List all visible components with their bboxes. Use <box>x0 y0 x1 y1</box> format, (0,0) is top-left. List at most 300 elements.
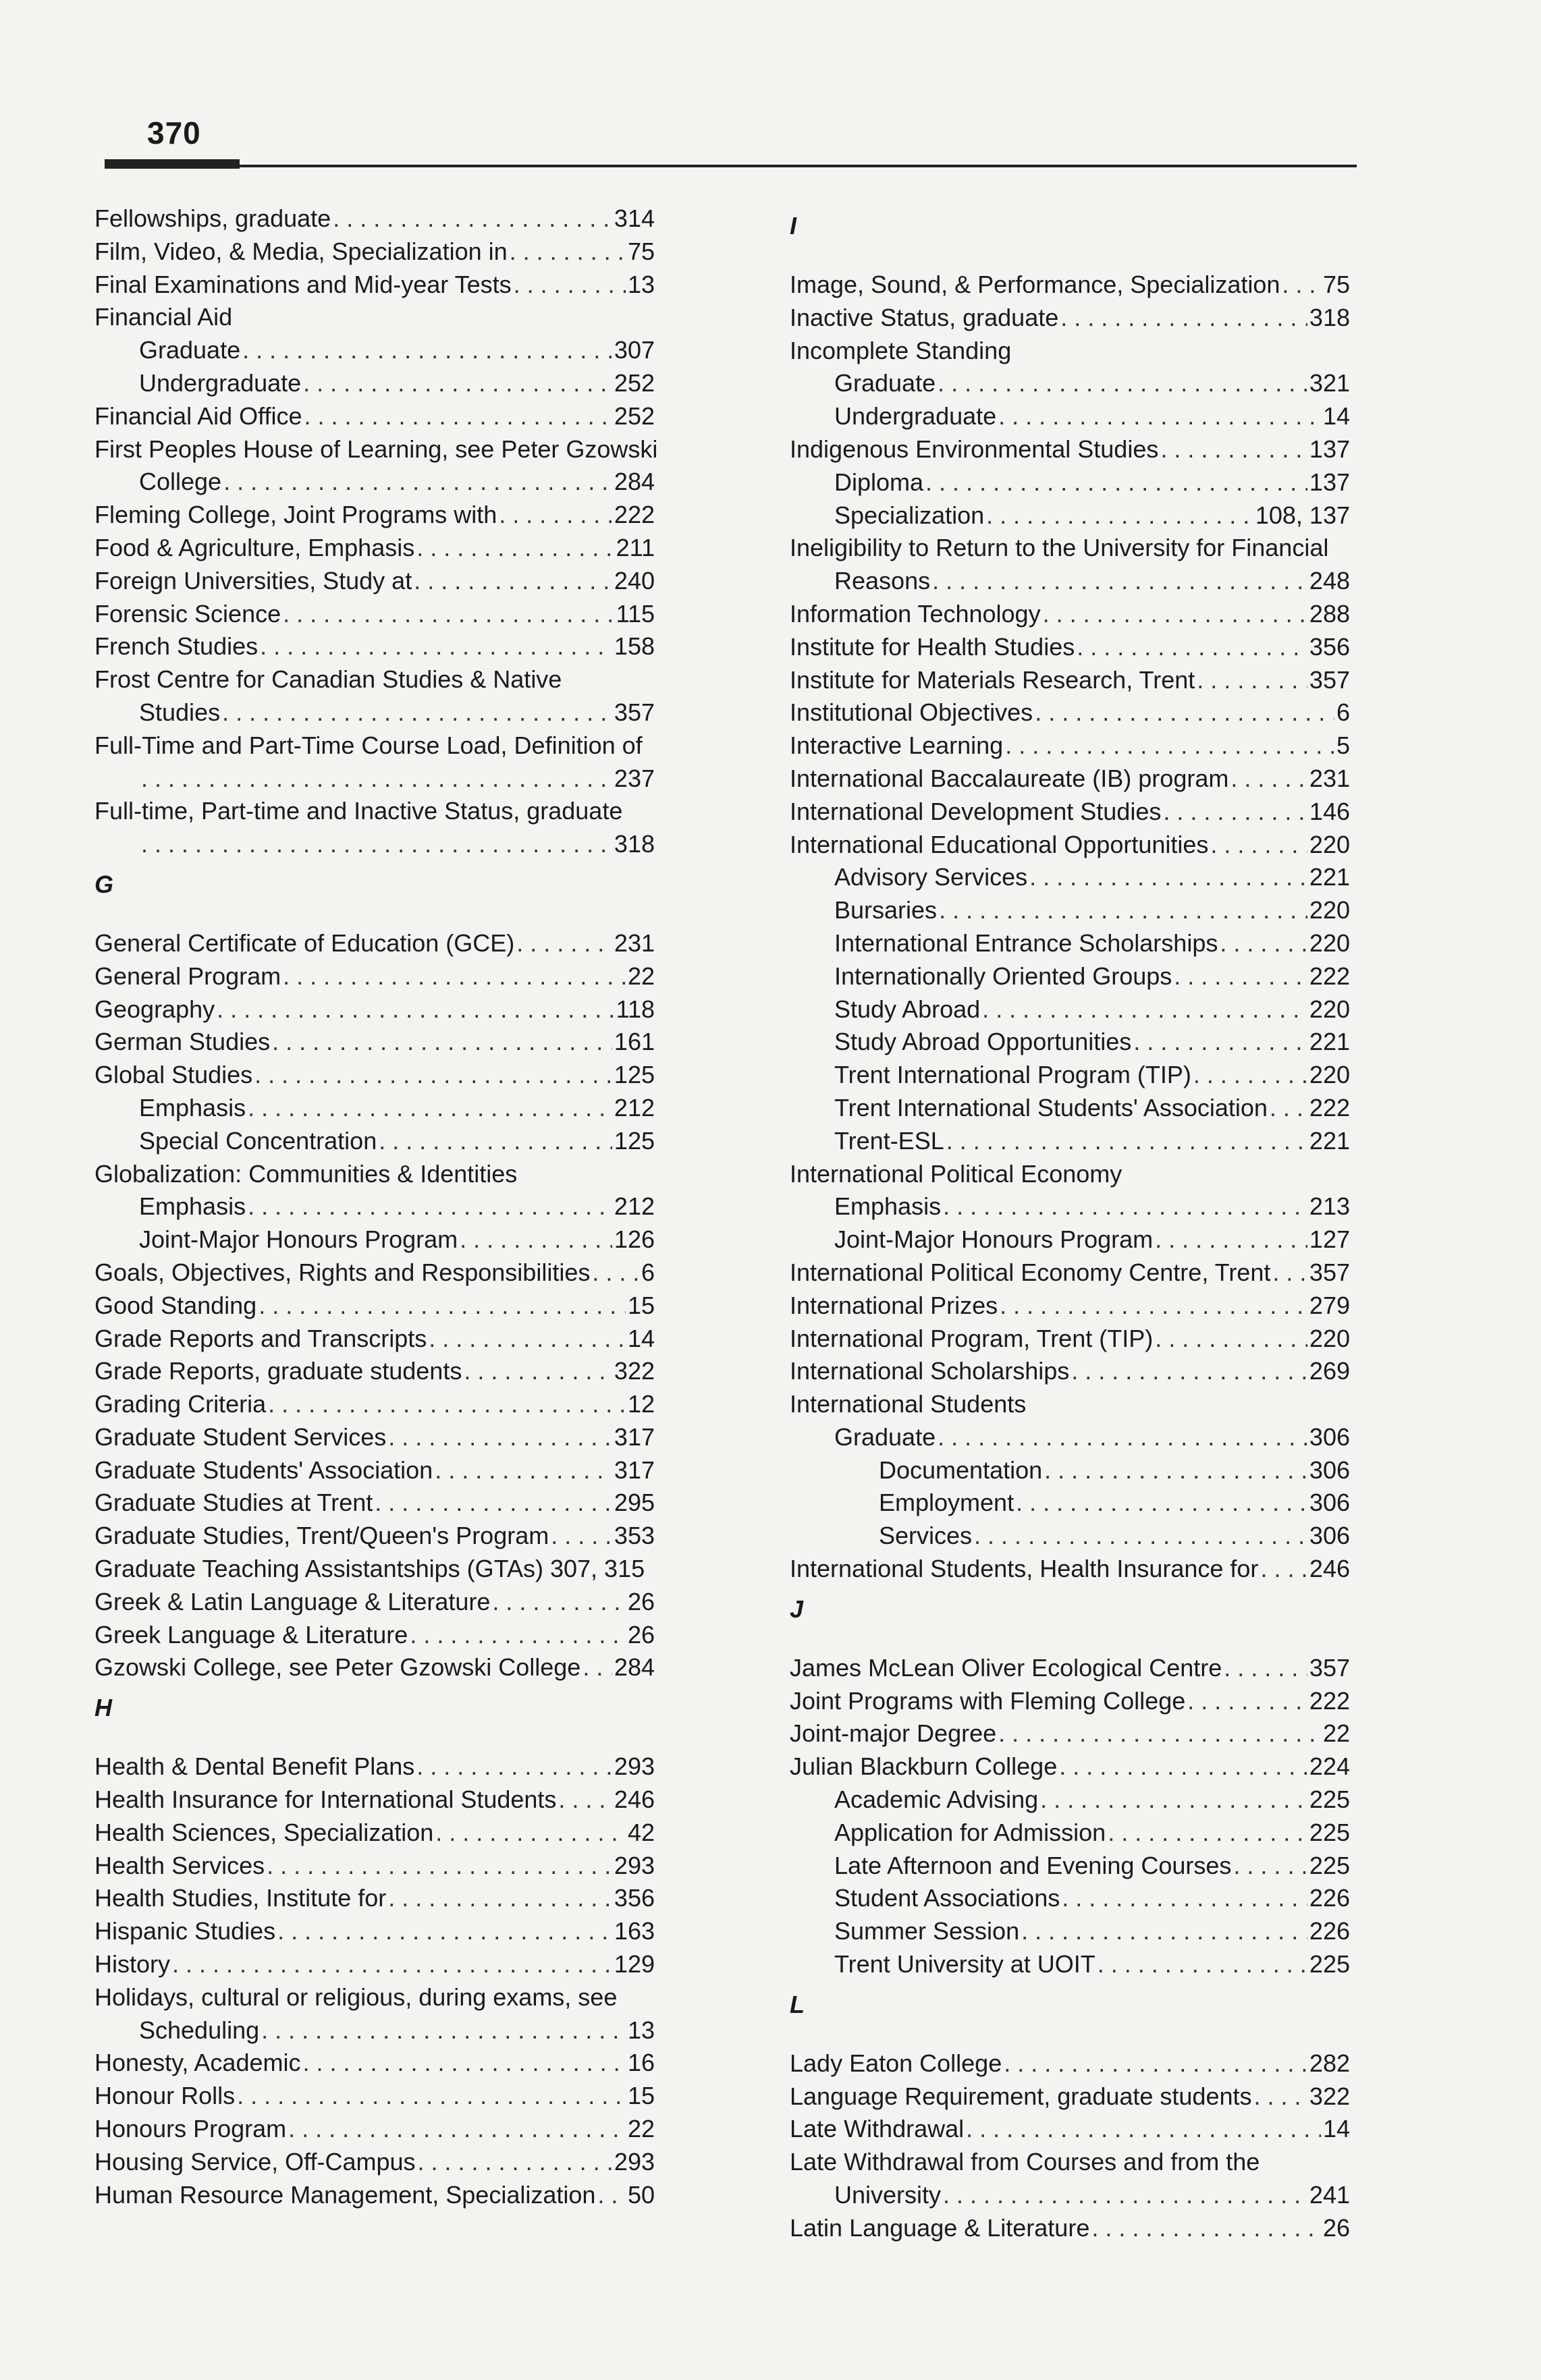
entry-page-numbers: 357 <box>614 698 655 726</box>
dot-leader <box>222 696 612 729</box>
dot-leader <box>1043 598 1307 631</box>
entry-term: International Scholarships <box>790 1357 1070 1385</box>
index-entry <box>94 1586 655 1619</box>
index-entry <box>94 1092 655 1125</box>
entry-page-numbers: 118 <box>616 995 655 1023</box>
entry-page-numbers: 115 <box>616 599 655 628</box>
index-entry <box>94 2047 655 2080</box>
entry-term: Late Afternoon and Evening Courses <box>834 1851 1232 1879</box>
index-entry <box>94 236 655 269</box>
entry-term: Graduate <box>834 1422 936 1451</box>
dot-leader <box>982 993 1307 1026</box>
index-entry <box>94 1619 655 1652</box>
entry-term: Special Concentration <box>139 1126 377 1155</box>
entry-page-numbers: 322 <box>614 1357 655 1385</box>
entry-page-numbers: 14 <box>1322 402 1350 431</box>
dot-leader <box>1059 1750 1307 1783</box>
index-heading: Late Withdrawal from Courses and from the <box>790 2148 1260 2176</box>
dot-leader <box>303 367 612 400</box>
index-entry <box>790 1652 1350 1685</box>
dot-leader <box>1035 696 1334 729</box>
entry-page-numbers: 357 <box>1309 1653 1350 1682</box>
entry-page-numbers: 306 <box>1309 1522 1350 1550</box>
entry-page-numbers: 161 <box>614 1028 655 1056</box>
section-letter: G <box>94 870 114 898</box>
dot-leader <box>272 1026 612 1059</box>
index-column-right <box>790 202 1350 2245</box>
entry-term: General Certificate of Education (GCE) <box>94 929 515 957</box>
dot-leader <box>254 1059 612 1092</box>
entry-term: International Entrance Scholarships <box>834 929 1218 957</box>
entry-term: International Political Economy Centre, Trent <box>790 1258 1271 1286</box>
index-entry <box>790 1685 1350 1718</box>
dot-leader <box>925 466 1307 499</box>
entry-term: Institute for Health Studies <box>790 632 1075 661</box>
entry-page-numbers: 322 <box>1309 2082 1350 2110</box>
index-entry <box>790 1026 1350 1059</box>
entry-term: Language Requirement, graduate students <box>790 2082 1252 2110</box>
index-entry <box>94 1750 655 1783</box>
index-entry <box>94 202 655 236</box>
entry-page-numbers: 282 <box>1309 2049 1350 2077</box>
index-entry <box>94 2080 655 2113</box>
entry-term: Hispanic Studies <box>94 1917 276 1945</box>
dot-leader <box>260 630 612 663</box>
entry-page-numbers: 158 <box>614 632 655 661</box>
index-entry <box>94 1850 655 1883</box>
dot-leader <box>932 565 1307 598</box>
index-entry <box>790 1256 1350 1290</box>
dot-leader <box>1029 861 1307 894</box>
index-heading: Incomplete Standing <box>790 336 1012 364</box>
dot-leader <box>267 1850 612 1883</box>
entry-term: Julian Blackburn College <box>790 1752 1058 1781</box>
entry-page-numbers: 126 <box>614 1225 655 1254</box>
index-entry <box>790 1323 1350 1356</box>
entry-page-numbers: 221 <box>1309 863 1350 891</box>
index-entry <box>94 1454 655 1487</box>
dot-leader <box>248 1190 612 1223</box>
entry-term: Grade Reports and Transcripts <box>94 1324 427 1352</box>
entry-page-numbers: 241 <box>1309 2181 1350 2209</box>
index-entry <box>94 1783 655 1817</box>
entry-page-numbers: 224 <box>1309 1752 1350 1781</box>
index-heading: Full-time, Part-time and Inactive Status, graduate <box>94 797 623 825</box>
entry-term: Latin Language & Literature <box>790 2213 1090 2242</box>
entry-term: Health Insurance for International Students <box>94 1786 557 1814</box>
dot-leader <box>223 466 612 499</box>
index-entry <box>790 1355 1350 1388</box>
index-entry <box>94 1817 655 1850</box>
index-entry <box>94 1125 655 1158</box>
index-entry <box>790 1817 1350 1850</box>
entry-term: Graduate <box>834 369 936 397</box>
entry-page-numbers: 220 <box>1309 830 1350 858</box>
index-entry <box>790 466 1350 499</box>
dot-leader <box>1021 1915 1307 1948</box>
dot-leader <box>259 1290 626 1323</box>
entry-page-numbers: 269 <box>1309 1357 1350 1385</box>
entry-page-numbers: 220 <box>1309 1324 1350 1352</box>
entry-page-numbers: 13 <box>627 2016 655 2044</box>
entry-page-numbers: 357 <box>1309 665 1350 694</box>
dot-leader <box>277 1915 612 1948</box>
entry-term: International Development Studies <box>790 797 1162 825</box>
dot-leader <box>499 499 612 532</box>
index-entry <box>94 598 655 631</box>
entry-page-numbers: 222 <box>614 501 655 529</box>
entry-term: Housing Service, Off-Campus <box>94 2147 416 2176</box>
entry-page-numbers: 220 <box>1309 995 1350 1023</box>
dot-leader <box>416 532 614 565</box>
entry-page-numbers: 246 <box>614 1786 655 1814</box>
entry-page-numbers: 293 <box>614 1752 655 1781</box>
dot-leader <box>304 400 612 433</box>
dot-leader <box>464 1355 612 1388</box>
entry-term: Employment <box>879 1489 1015 1517</box>
entry-page-numbers: 220 <box>1309 896 1350 924</box>
entry-page-numbers: 22 <box>627 2115 655 2143</box>
dot-leader <box>943 2179 1307 2212</box>
index-entry <box>790 565 1350 598</box>
index-entry <box>790 433 1350 466</box>
entry-term: Final Examinations and Mid-year Tests <box>94 270 512 298</box>
entry-page-numbers: 288 <box>1309 599 1350 628</box>
entry-page-numbers: 6 <box>1336 698 1350 727</box>
entry-term: Greek Language & Literature <box>94 1620 408 1649</box>
entry-page-numbers: 163 <box>614 1917 655 1945</box>
entry-term: Honours Program <box>94 2115 287 2143</box>
entry-term: Information Technology <box>790 599 1041 628</box>
index-entry <box>94 1882 655 1915</box>
index-entry <box>790 499 1350 532</box>
entry-page-numbers: 26 <box>1322 2213 1350 2242</box>
entry-term: Grading Criteria <box>94 1390 267 1418</box>
entry-page-numbers: 213 <box>1309 1192 1350 1221</box>
entry-page-numbers: 137 <box>1309 468 1350 496</box>
dot-leader <box>237 2080 626 2113</box>
entry-term: Trent University at UOIT <box>834 1950 1096 1978</box>
entry-page-numbers: 221 <box>1309 1126 1350 1155</box>
entry-term: Geography <box>94 995 215 1023</box>
section-letter: J <box>790 1595 804 1623</box>
dot-leader <box>1091 2212 1321 2245</box>
dot-leader <box>141 828 612 861</box>
index-entry <box>94 1487 655 1520</box>
entry-page-numbers: 226 <box>1309 1917 1350 1945</box>
entry-term: Services <box>879 1522 973 1550</box>
entry-term: Institute for Materials Research, Trent <box>790 665 1195 694</box>
entry-page-numbers: 212 <box>614 1093 655 1122</box>
dot-leader <box>1060 302 1307 335</box>
dot-leader <box>1187 1685 1307 1718</box>
entry-page-numbers: 75 <box>627 237 655 265</box>
entry-term: Documentation <box>879 1456 1043 1484</box>
index-entry <box>790 2047 1350 2080</box>
dot-leader <box>1193 1059 1307 1092</box>
section-letter: L <box>790 1990 805 2018</box>
entry-term: Health Sciences, Specialization <box>94 1818 434 1846</box>
index-heading: Financial Aid <box>94 303 233 331</box>
index-entry <box>790 960 1350 993</box>
dot-leader <box>414 565 612 598</box>
entry-term: Joint-major Degree <box>790 1719 997 1748</box>
entry-page-numbers: 14 <box>627 1324 655 1352</box>
entry-term: Joint Programs with Fleming College <box>790 1686 1186 1715</box>
entry-term: Undergraduate <box>834 402 997 431</box>
entry-page-numbers: 50 <box>627 2180 655 2209</box>
dot-leader <box>966 2113 1321 2146</box>
index-entry <box>790 1520 1350 1553</box>
index-entry <box>790 2212 1350 2245</box>
index-heading: Full-Time and Part-Time Course Load, Definition of <box>94 731 643 759</box>
entry-term: General Program <box>94 962 281 990</box>
entry-term: Interactive Learning <box>790 731 1004 760</box>
index-entry <box>94 927 655 960</box>
dot-leader <box>302 2047 625 2080</box>
entry-page-numbers: 226 <box>1309 1884 1350 1912</box>
entry-page-numbers: 252 <box>614 368 655 397</box>
entry-term: Application for Admission <box>834 1818 1106 1846</box>
index-entry <box>790 1223 1350 1256</box>
index-entry <box>94 1059 655 1092</box>
index-entry <box>94 1915 655 1948</box>
index-entry <box>790 796 1350 829</box>
dot-leader <box>1155 1223 1307 1256</box>
index-entry <box>790 927 1350 960</box>
header-rule-thick <box>105 159 240 169</box>
dot-leader <box>283 960 626 993</box>
entry-term: Trent-ESL <box>834 1126 944 1155</box>
entry-term: Graduate Student Services <box>94 1422 387 1451</box>
dot-leader <box>938 367 1307 400</box>
dot-leader <box>1133 1026 1307 1059</box>
dot-leader <box>217 993 614 1026</box>
dot-leader <box>388 1421 612 1454</box>
index-entry <box>790 696 1350 729</box>
entry-term: Institutional Objectives <box>790 698 1033 727</box>
index-entry <box>94 763 655 796</box>
entry-page-numbers: 22 <box>627 962 655 990</box>
entry-term: Reasons <box>834 567 931 595</box>
entry-page-numbers: 240 <box>614 566 655 594</box>
index-entry <box>94 367 655 400</box>
index-entry <box>94 334 655 367</box>
entry-page-numbers: 125 <box>614 1061 655 1089</box>
dot-leader <box>248 1092 612 1125</box>
index-entry <box>790 1915 1350 1948</box>
entry-page-numbers: 222 <box>1309 962 1350 990</box>
entry-term: Diploma <box>834 468 924 496</box>
entry-page-numbers: 211 <box>616 533 655 561</box>
dot-leader <box>141 763 612 796</box>
entry-page-numbers: 14 <box>1322 2115 1350 2143</box>
index-entry <box>94 499 655 532</box>
entry-term: Lady Eaton College <box>790 2049 1002 2077</box>
index-entry <box>94 1223 655 1256</box>
dot-leader <box>1000 1290 1307 1323</box>
entry-page-numbers: 222 <box>1309 1093 1350 1122</box>
entry-term: Film, Video, & Media, Specialization in <box>94 237 508 265</box>
entry-term: Grade Reports, graduate students <box>94 1357 462 1385</box>
entry-page-numbers: 225 <box>1309 1786 1350 1814</box>
entry-term: History <box>94 1950 171 1978</box>
index-entry <box>94 1256 655 1290</box>
dot-leader <box>597 2179 626 2212</box>
index-entry <box>790 1783 1350 1817</box>
dot-leader <box>558 1783 612 1817</box>
entry-page-numbers: 295 <box>614 1489 655 1517</box>
entry-term: Student Associations <box>834 1884 1060 1912</box>
entry-page-numbers: 5 <box>1336 731 1350 760</box>
dot-leader <box>268 1388 626 1421</box>
dot-leader <box>998 400 1321 433</box>
index-entry <box>790 1059 1350 1092</box>
index-entry <box>790 2113 1350 2146</box>
index-entry <box>790 1421 1350 1454</box>
dot-leader <box>418 2146 612 2179</box>
entry-page-numbers: 220 <box>1309 1061 1350 1089</box>
dot-leader <box>1155 1323 1307 1356</box>
entry-page-numbers: 306 <box>1309 1489 1350 1517</box>
index-entry <box>94 828 655 861</box>
dot-leader <box>1004 2047 1307 2080</box>
entry-term: Greek & Latin Language & Literature <box>94 1587 491 1615</box>
index-entry <box>790 1850 1350 1883</box>
index-entry <box>790 1454 1350 1487</box>
index-entry <box>94 532 655 565</box>
entry-term: Internationally Oriented Groups <box>834 962 1172 990</box>
index-entry <box>94 2179 655 2212</box>
entry-term: Image, Sound, & Performance, Specialization <box>790 271 1280 298</box>
entry-page-numbers: 108, 137 <box>1255 501 1350 529</box>
entry-term: Joint-Major Honours Program <box>139 1225 458 1254</box>
dot-leader <box>1108 1817 1307 1850</box>
index-entry <box>94 696 655 729</box>
index-entry <box>790 598 1350 631</box>
dot-leader <box>998 1717 1321 1750</box>
dot-leader <box>1233 1850 1307 1883</box>
entry-page-numbers: 306 <box>1309 1456 1350 1484</box>
index-entry <box>94 565 655 598</box>
entry-term: Gzowski College, see Peter Gzowski College <box>94 1653 581 1682</box>
dot-leader <box>435 1817 626 1850</box>
entry-page-numbers: 284 <box>614 468 655 496</box>
entry-term: Health & Dental Benefit Plans <box>94 1752 415 1781</box>
dot-leader <box>288 2113 626 2146</box>
dot-leader <box>974 1520 1307 1553</box>
entry-page-numbers: 307 <box>614 336 655 364</box>
index-entry <box>94 993 655 1026</box>
entry-term: Human Resource Management, Specialization <box>94 2180 596 2209</box>
index-entry <box>94 1948 655 1981</box>
index-entry <box>790 1190 1350 1223</box>
dot-leader <box>388 1882 612 1915</box>
entry-page-numbers: 22 <box>1322 1719 1350 1748</box>
index-entry <box>790 1717 1350 1750</box>
index-entry <box>790 631 1350 664</box>
index-entry <box>94 1290 655 1323</box>
entry-page-numbers: 314 <box>614 204 655 232</box>
entry-term: Health Services <box>94 1851 265 1879</box>
entry-page-numbers: 353 <box>614 1522 655 1550</box>
index-entry <box>790 302 1350 335</box>
index-entry <box>790 664 1350 697</box>
entry-term: International Educational Opportunities <box>790 830 1209 858</box>
dot-leader <box>1098 1948 1307 1981</box>
index-heading: International Students <box>790 1390 1027 1418</box>
entry-page-numbers: 16 <box>627 2049 655 2077</box>
entry-term: Studies <box>139 698 221 726</box>
dot-leader <box>375 1487 612 1520</box>
entry-term: Indigenous Environmental Studies <box>790 435 1159 463</box>
entry-page-numbers: 212 <box>614 1192 655 1221</box>
dot-leader <box>583 1651 612 1684</box>
dot-leader <box>429 1323 626 1356</box>
entry-term: Graduate Studies at Trent <box>94 1489 373 1517</box>
index-entry <box>790 2080 1350 2113</box>
entry-page-numbers: 26 <box>627 1620 655 1649</box>
dot-leader <box>460 1223 612 1256</box>
dot-leader <box>1062 1882 1307 1915</box>
entry-term: French Studies <box>94 632 259 661</box>
index-entry <box>94 400 655 433</box>
entry-page-numbers: 220 <box>1309 929 1350 957</box>
entry-term: Advisory Services <box>834 863 1028 891</box>
dot-leader <box>1260 1553 1307 1586</box>
dot-leader <box>592 1256 639 1290</box>
entry-page-numbers: 293 <box>614 2147 655 2176</box>
entry-term: Honesty, Academic <box>94 2049 301 2077</box>
entry-page-numbers: 13 <box>627 270 655 298</box>
entry-term: Good Standing <box>94 1291 257 1319</box>
dot-leader <box>283 598 614 631</box>
entry-page-numbers: 284 <box>614 1653 655 1682</box>
dot-leader <box>1077 631 1307 664</box>
entry-term: Fleming College, Joint Programs with <box>94 501 497 529</box>
entry-page-numbers: 125 <box>614 1126 655 1155</box>
index-entry <box>790 861 1350 894</box>
dot-leader <box>261 2014 626 2047</box>
index-entry <box>790 1750 1350 1783</box>
entry-page-numbers: 231 <box>614 929 655 957</box>
entry-page-numbers: 357 <box>1309 1258 1350 1286</box>
index-entry <box>790 829 1350 862</box>
entry-term: Graduate Studies, Trent/Queen's Program <box>94 1522 549 1550</box>
dot-leader <box>1071 1355 1307 1388</box>
index-heading: International Political Economy <box>790 1159 1123 1188</box>
index-entry <box>94 1190 655 1223</box>
dot-leader <box>1044 1454 1307 1487</box>
section-letter: I <box>790 212 797 240</box>
index-heading: First Peoples House of Learning, see Peter Gzowski <box>94 435 658 463</box>
dot-leader <box>1282 269 1321 302</box>
dot-leader <box>1272 1256 1307 1290</box>
entry-term: Scheduling <box>139 2016 260 2044</box>
index-entry <box>790 894 1350 927</box>
entry-term: University <box>834 2181 942 2209</box>
entry-page-numbers: 248 <box>1309 567 1350 595</box>
dot-leader <box>1016 1487 1307 1520</box>
index-entry <box>790 993 1350 1026</box>
entry-term: College <box>139 468 222 496</box>
entry-term: Emphasis <box>834 1192 942 1221</box>
dot-leader <box>946 1125 1307 1158</box>
entry-term: International Prizes <box>790 1291 998 1319</box>
index-heading: Ineligibility to Return to the University for Financial <box>790 534 1329 562</box>
index-column-left <box>94 202 658 2211</box>
index-heading: Frost Centre for Canadian Studies & Native <box>94 665 562 694</box>
